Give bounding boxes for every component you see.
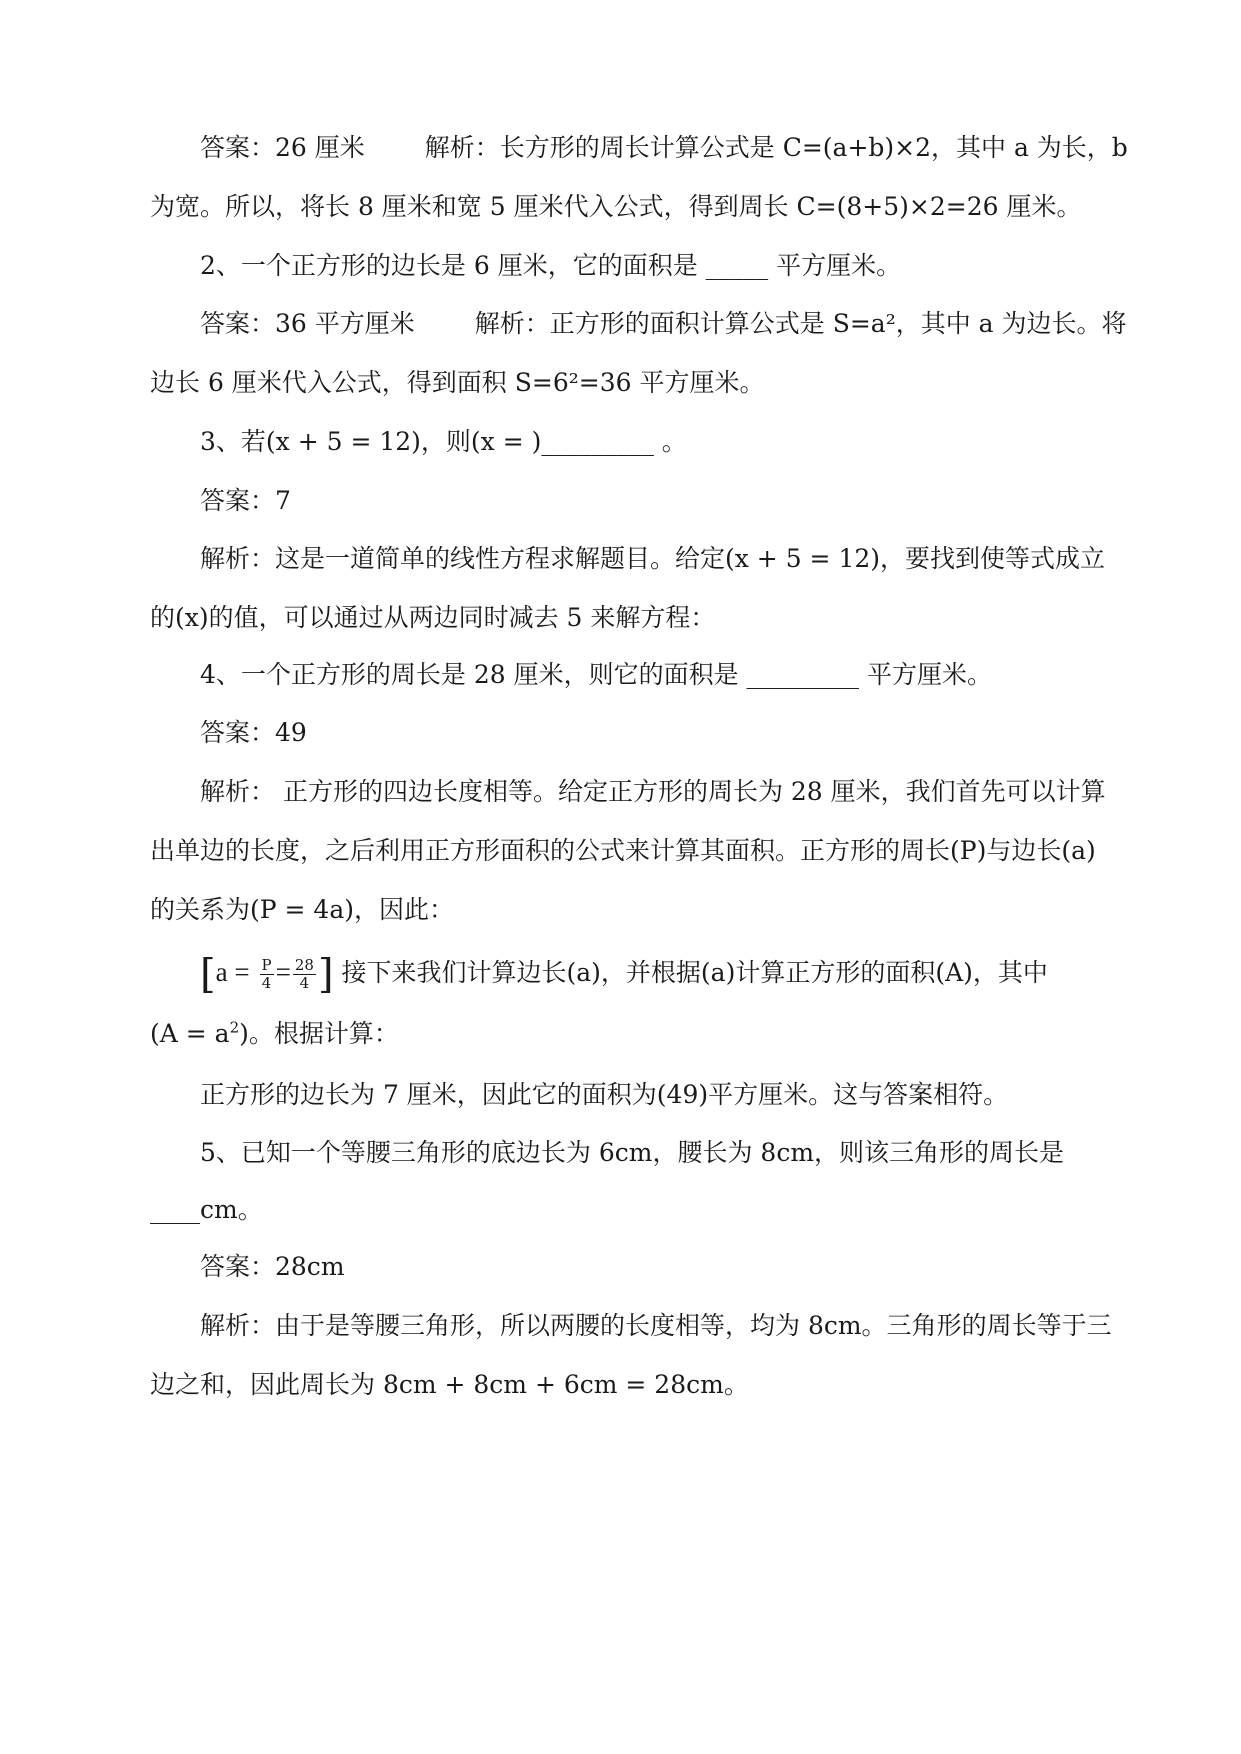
answer-text: 答案：26 厘米 [200,133,365,162]
analysis-3-cont: 的(x)的值，可以通过从两边同时减去 5 来解方程： [150,603,716,632]
answer-text: 答案：36 平方厘米 [200,309,415,338]
fraction-p-over-4: $\frac{P}{4}$ [261,956,272,992]
analysis-3: 解析：这是一道简单的线性方程求解题目。给定(x + 5 = 12)，要找到使等式成立 [200,544,1106,573]
analysis-5-cont: 边之和，因此周长为 8cm + 8cm + 6cm = 28cm。 [150,1370,749,1399]
analysis-text: 解析：长方形的周长计算公式是 C=(a+b)×2，其中 a 为长，b [424,133,1128,162]
question-2: 2、一个正方形的边长是 6 厘米，它的面积是 _____ 平方厘米。 [200,251,902,280]
formula-a: a = [215,957,250,987]
analysis-5: 解析：由于是等腰三角形，所以两腰的长度相等，均为 8cm。三角形的周长等于三 [200,1311,1112,1340]
answer-3: 答案：7 [200,486,291,515]
area-formula-line: $(A = a^2)$。根据计算： [150,1018,399,1048]
fraction-28-over-4: $\frac{28}{4}$ [294,956,314,992]
analysis-text: 解析：正方形的面积计算公式是 S=a²，其中 a 为边长。将 [474,309,1127,338]
analysis-4-cont-2: 的关系为(P = 4a)，因此： [150,895,454,924]
question-3: 3、若(x + 5 = 12)，则(x = )_________ 。 [200,427,687,456]
question-5-cont: ____cm。 [150,1195,263,1224]
formula-explanation: 接下来我们计算边长(a)，并根据(a)计算正方形的面积(A)，其中 [341,958,1048,987]
answer-4: 答案：49 [200,718,307,747]
question-4: 4、一个正方形的周长是 28 厘米，则它的面积是 _________ 平方厘米。 [200,660,993,689]
paragraph-analysis-1-cont: 为宽。所以，将长 8 厘米和宽 5 厘米代入公式，得到周长 C=(8+5)×2=26 厘米。 [150,192,1082,221]
analysis-4: 解析： 正方形的四边长度相等。给定正方形的周长为 28 厘米，我们首先可以计算 [200,777,1106,806]
question-5: 5、已知一个等腰三角形的底边长为 6cm，腰长为 8cm，则该三角形的周长是 [200,1138,1065,1167]
paragraph-answer-2 [200,307,1127,341]
analysis-4-cont-1: 出单边的长度，之后利用正方形面积的公式来计算其面积。正方形的周长(P)与边长(a) [150,836,1096,865]
formula-line [200,951,1048,999]
paragraph-analysis-2-cont: 边长 6 厘米代入公式，得到面积 S=6²=36 平方厘米。 [150,368,765,397]
conclusion-4: 正方形的边长为 7 厘米，因此它的面积为(49)平方厘米。这与答案相符。 [200,1080,1009,1109]
paragraph-answer-1 [200,131,1128,165]
right-bracket: ] [317,951,334,998]
left-bracket: [ [200,951,216,998]
answer-5: 答案：28cm [200,1252,345,1281]
formula-equals: = [275,957,291,987]
